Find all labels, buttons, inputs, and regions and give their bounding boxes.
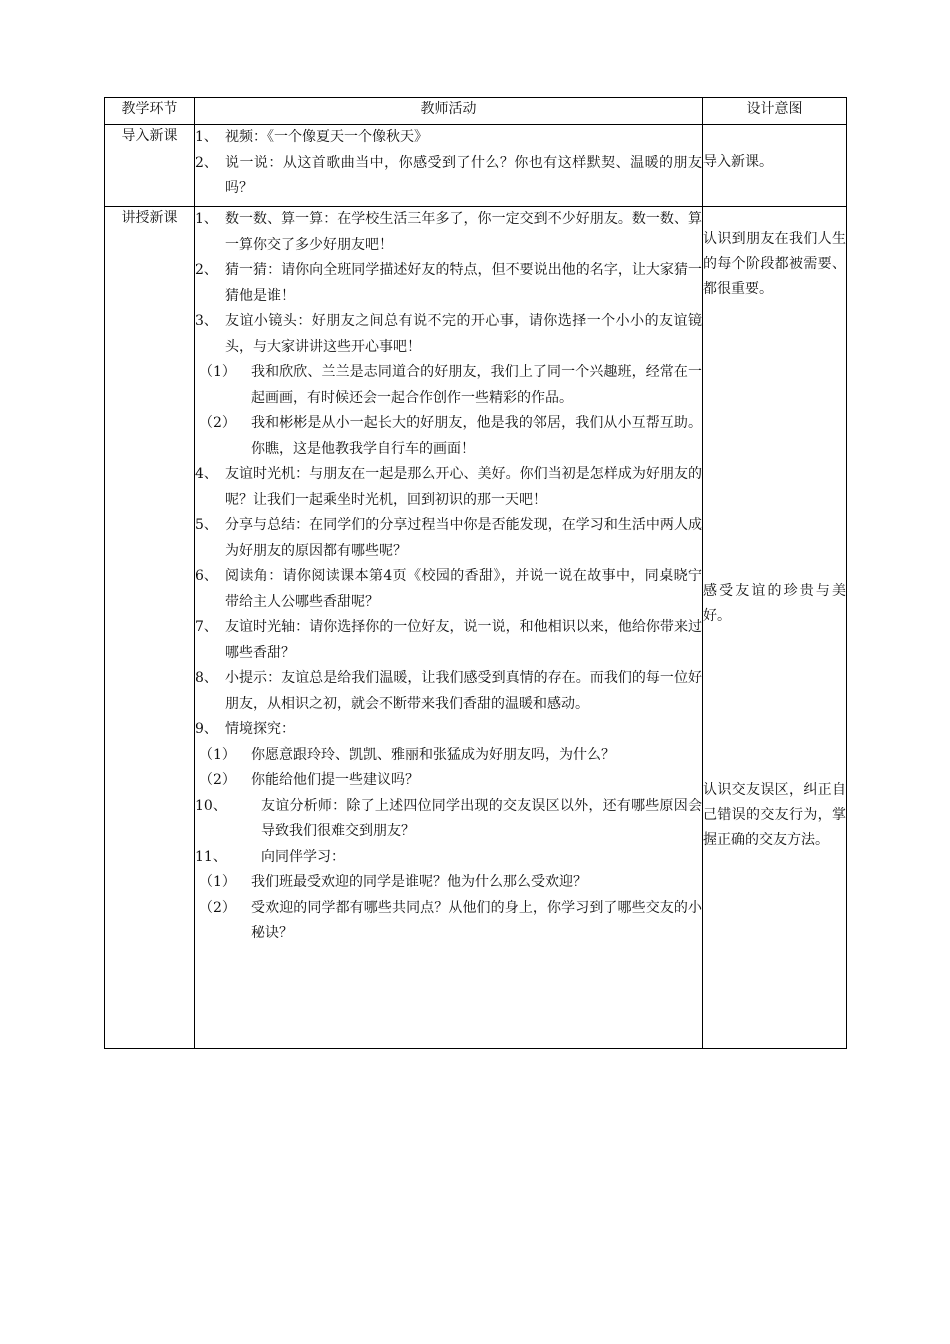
list-item: 7、 友谊时光轴：请你选择你的一位好友，说一说，和他相识以来，他给你带来过哪些香甜？ xyxy=(195,619,702,661)
list-item: 2、 猜一猜：请你向全班同学描述好友的特点，但不要说出他的名字，让大家猜一猜他是谁！ xyxy=(195,262,702,304)
list-item: 10、 友谊分析师：除了上述四位同学出现的交友误区以外，还有哪些原因会导致我们很难交到朋友？ xyxy=(195,797,702,839)
intent-note: 认识交友误区，纠正自己错误的交友行为，掌握正确的交友方法。 xyxy=(703,782,846,848)
intent-note: 认识到朋友在我们人生的每个阶段都被需要、都很重要。 xyxy=(703,231,846,297)
intent-main xyxy=(703,207,847,1049)
sub-item: （1） 我和欣欣、兰兰是志同道合的好朋友，我们上了同一个兴趣班，经常在一起画画，有时候还会一起合作创作一些精彩的作品。 xyxy=(199,364,702,406)
sub-item: （2） 你能给他们提一些建议吗？ xyxy=(199,772,419,788)
header-row xyxy=(105,98,847,125)
intent-note: 导入新课。 xyxy=(703,154,773,170)
intent-note: 感受友谊的珍贵与美好。 xyxy=(703,583,846,624)
activities-intro xyxy=(195,125,703,207)
sub-item: （2） 受欢迎的同学都有哪些共同点？从他们的身上，你学习到了哪些交友的小秘诀？ xyxy=(199,899,702,941)
sub-item: （1） 我们班最受欢迎的同学是谁呢？他为什么那么受欢迎？ xyxy=(199,874,587,890)
stage-intro: 导入新课 xyxy=(105,125,195,207)
sub-item: （1） 你愿意跟玲玲、凯凯、雅丽和张猛成为好朋友吗，为什么？ xyxy=(199,746,615,763)
header-intent: 设计意图 xyxy=(703,98,847,125)
header-activity: 教师活动 xyxy=(195,98,703,125)
section-intro-row xyxy=(105,125,847,207)
sub-item: （2） 我和彬彬是从小一起长大的好朋友，他是我的邻居，我们从小互帮互助。你瞧，这是他教我学自行车的画面！ xyxy=(199,415,702,457)
list-item: 8、 小提示：友谊总是给我们温暖，让我们感受到真情的存在。而我们的每一位好朋友，从相识之初，就会不断带来我们香甜的温暖和感动。 xyxy=(195,670,702,712)
list-item: 5、 分享与总结：在同学们的分享过程当中你是否能发现，在学习和生活中两人成为好朋友的原因都有哪些呢？ xyxy=(195,517,702,559)
list-item: 6、 阅读角：请你阅读课本第4页《校园的香甜》，并说一说在故事中，同桌晓宁带给主人公哪些香甜呢？ xyxy=(195,568,702,610)
list-item: 4、 友谊时光机：与朋友在一起是那么开心、美好。你们当初是怎样成为好朋友的呢？让我们一起乘坐时光机，回到初识的那一天吧！ xyxy=(195,466,702,508)
intent-intro xyxy=(703,125,847,207)
list-item: 1、 数一数、算一算：在学校生活三年多了，你一定交到不少好朋友。数一数、算一算你交了多少好朋友吧！ xyxy=(195,211,702,253)
list-item: 1、 视频：《一个像夏天一个像秋天》 xyxy=(195,129,428,145)
section-main-row xyxy=(105,207,847,1049)
stage-main: 讲授新课 xyxy=(105,207,195,1049)
activities-main xyxy=(195,207,703,1049)
list-item: 11、 向同伴学习： xyxy=(195,848,345,865)
lesson-plan-table xyxy=(104,97,847,1049)
list-item: 9、 情境探究： xyxy=(195,721,295,737)
list-item: 2、 说一说：从这首歌曲当中，你感受到了什么？你也有这样默契、温暖的朋友吗？ xyxy=(195,154,702,196)
header-stage: 教学环节 xyxy=(105,98,195,125)
list-item: 3、 友谊小镜头：好朋友之间总有说不完的开心事，请你选择一个小小的友谊镜头，与大家讲讲这些开心事吧！ xyxy=(195,313,702,355)
